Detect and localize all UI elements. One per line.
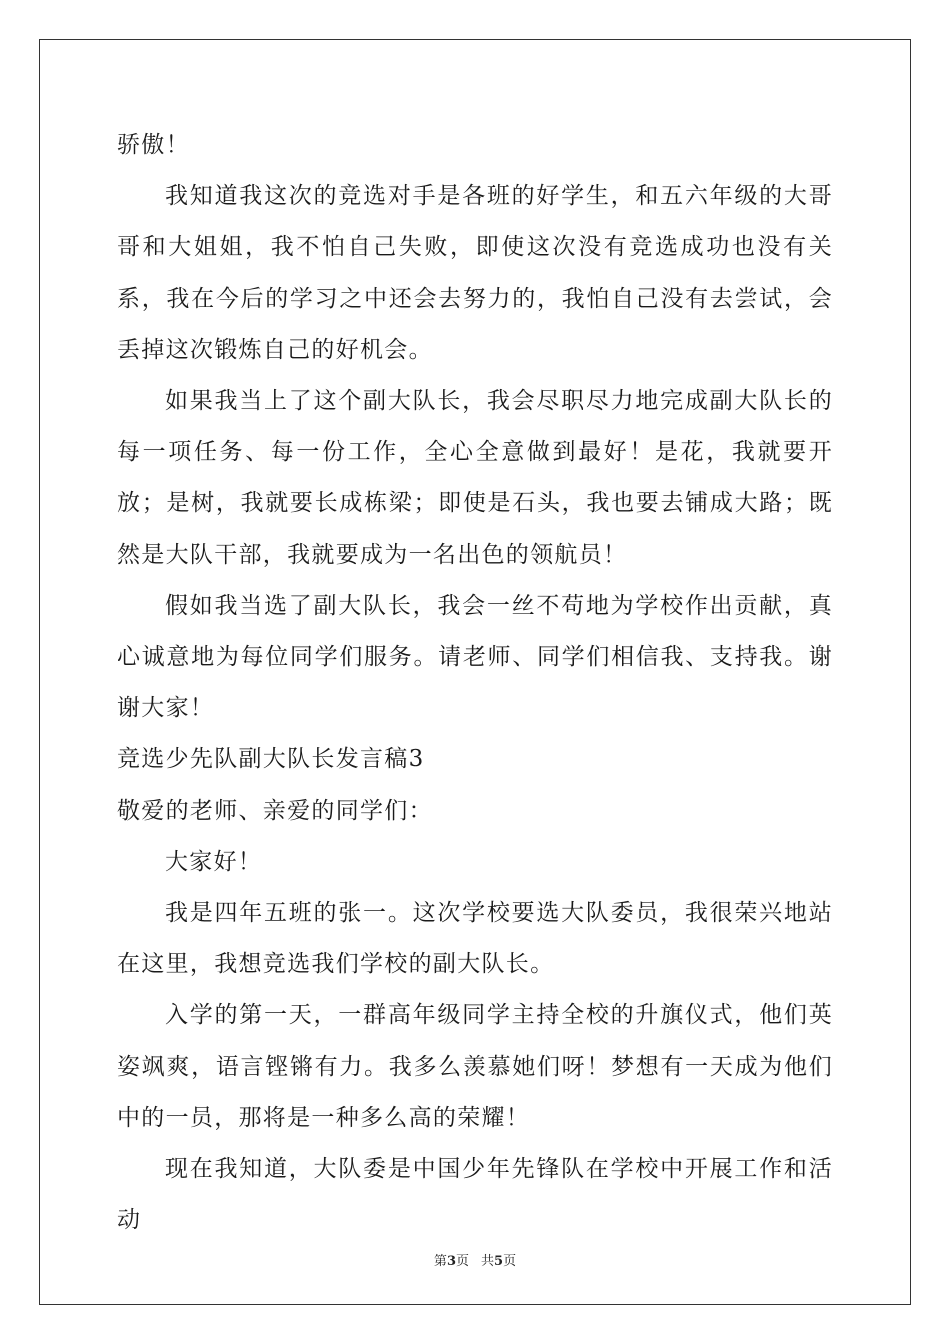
paragraph-10: 现在我知道，大队委是中国少年先锋队在学校中开展工作和活动 (117, 1156, 833, 1234)
document-body (117, 120, 833, 1246)
total-pages: 5 (494, 1254, 504, 1269)
total-suffix: 页 (503, 1254, 517, 1269)
page-number: 3 (446, 1254, 456, 1269)
paragraph-2: 我知道我这次的竞选对手是各班的好学生，和五六年级的大哥哥和大姐姐，我不怕自己失败，即使这次没有竞选成功也没有关系，我在今后的学习之中还会去努力的，我怕自己没有去尝试，会丢掉这次锻炼自己的好机会。 (117, 183, 833, 363)
greeting: 大家好！ (165, 848, 263, 875)
paragraph-3: 如果我当上了这个副大队长，我会尽职尽力地完成副大队长的每一项任务、每一份工作，全心全意做到最好！是花，我就要开放；是树，我就要长成栋梁；即使是石头，我也要去铺成大路；既然是大队干部，我就要成为一名出色的领航员！ (117, 388, 833, 568)
paragraph-9: 入学的第一天，一群高年级同学主持全校的升旗仪式，他们英姿飒爽，语言铿锵有力。我多么羡慕她们呀！梦想有一天成为他们中的一员，那将是一种多么高的荣耀！ (117, 1002, 833, 1131)
paragraph-4: 假如我当选了副大队长，我会一丝不苟地为学校作出贡献，真心诚意地为每位同学们服务。请老师、同学们相信我、支持我。谢谢大家！ (117, 592, 833, 722)
salutation: 敬爱的老师、亲爱的同学们： (117, 797, 433, 824)
page-prefix: 第 (433, 1254, 447, 1269)
paragraph-8: 我是四年五班的张一。这次学校要选大队委员，我很荣兴地站在这里，我想竞选我们学校的副大队长。 (117, 900, 833, 978)
page-footer (0, 1250, 950, 1269)
paragraph-1: 骄傲！ (117, 132, 190, 158)
section-heading: 竞选少先队副大队长发言稿3 (117, 746, 425, 773)
page-suffix: 页 (455, 1254, 469, 1269)
total-prefix: 共 (481, 1254, 495, 1269)
